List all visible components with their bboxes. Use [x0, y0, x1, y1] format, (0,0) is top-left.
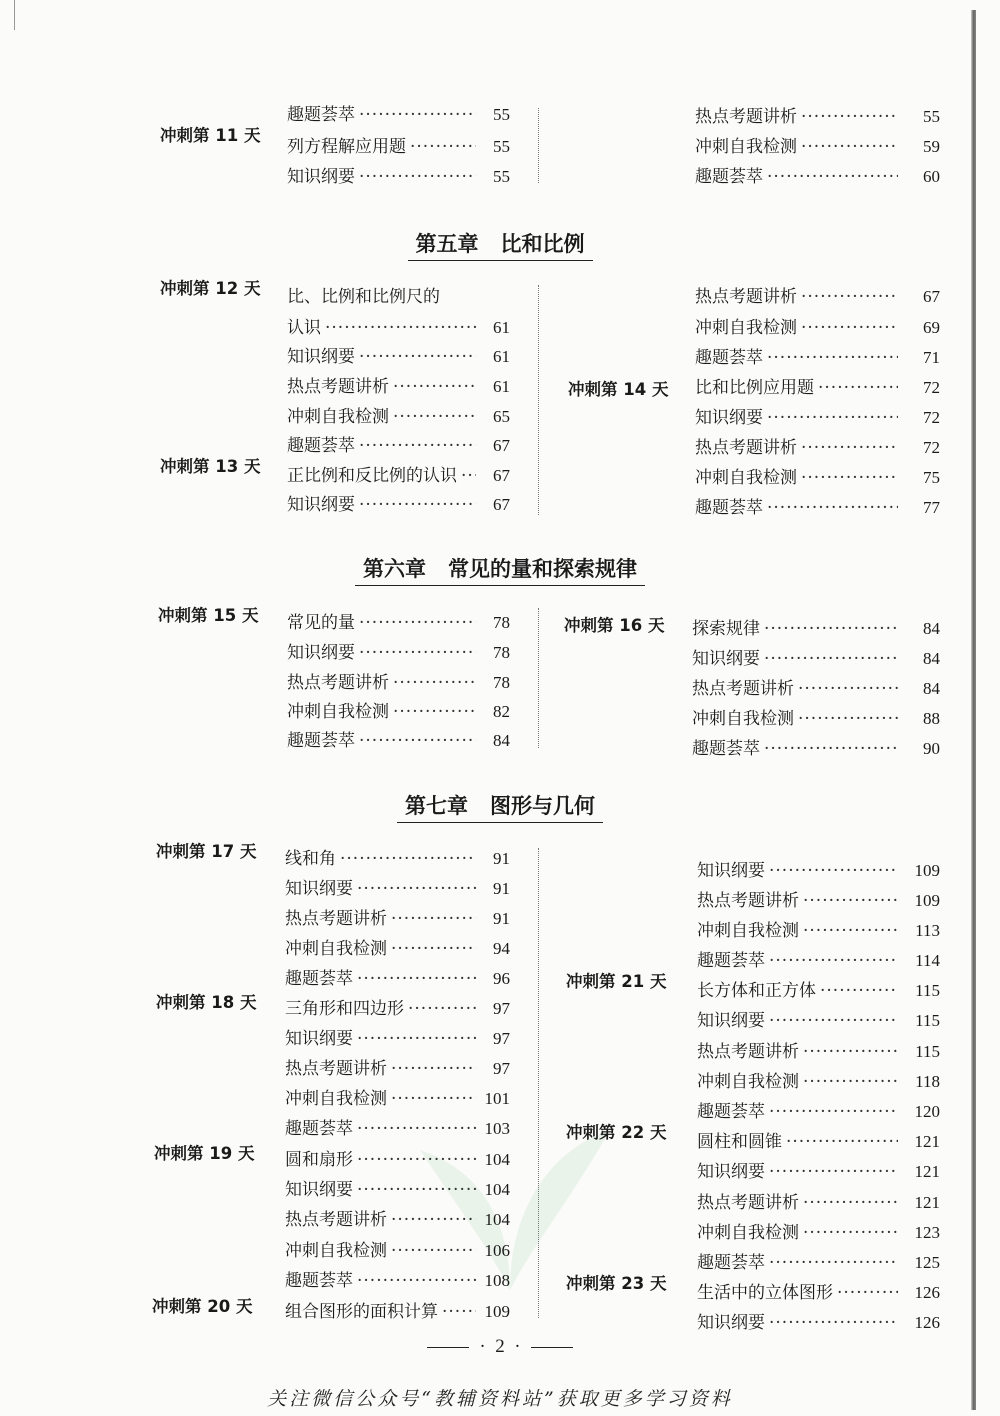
- toc-entry[interactable]: 正比例和反比例的认识 ····· 67: [287, 461, 510, 486]
- toc-day-label: 冲刺第 17 天: [156, 842, 257, 861]
- toc-entry[interactable]: 热点考题讲析 ····· 67: [695, 282, 940, 307]
- toc-entry[interactable]: 列方程解应用题 ····· 55: [287, 132, 510, 157]
- toc-entry[interactable]: 知识纲要 ····· 121: [697, 1157, 940, 1182]
- toc-day-label: 冲刺第 21 天: [566, 972, 667, 991]
- chapter-5-title: 第五章 比和比例: [0, 228, 1000, 258]
- toc-day-label: 冲刺第 23 天: [566, 1274, 667, 1293]
- toc-entry[interactable]: 趣题荟萃 ····· 120: [697, 1097, 940, 1122]
- toc-entry[interactable]: 知识纲要 ····· 61: [287, 342, 510, 367]
- toc-entry[interactable]: 趣题荟萃 ····· 71: [695, 343, 940, 368]
- toc-entry[interactable]: 趣题荟萃 ····· 67: [287, 431, 510, 456]
- toc-entry[interactable]: 冲刺自我检测 ····· 101: [285, 1084, 510, 1109]
- toc-entry[interactable]: 热点考题讲析 ····· 61: [287, 372, 510, 397]
- toc-entry[interactable]: 冲刺自我检测 ····· 123: [697, 1218, 940, 1243]
- toc-entry[interactable]: 冲刺自我检测 ····· 94: [285, 934, 510, 959]
- toc-day-label: 冲刺第 13 天: [160, 457, 261, 476]
- chapter-6-title: 第六章 常见的量和探索规律: [0, 553, 1000, 583]
- column-divider: [538, 608, 539, 748]
- toc-day-label: 冲刺第 20 天: [152, 1297, 253, 1316]
- toc-entry[interactable]: 知识纲要 ····· 72: [695, 403, 940, 428]
- toc-entry[interactable]: 生活中的立体图形 ····· 126: [697, 1278, 940, 1303]
- toc-entry[interactable]: 趣题荟萃 ····· 77: [695, 493, 940, 518]
- toc-entry[interactable]: 比和比例应用题 ····· 72: [695, 373, 940, 398]
- toc-entry[interactable]: 冲刺自我检测 ····· 82: [287, 697, 510, 722]
- toc-entry[interactable]: 趣题荟萃 ····· 90: [692, 734, 940, 759]
- toc-entry[interactable]: 线和角 ····· 91: [285, 844, 510, 869]
- toc-entry[interactable]: 热点考题讲析 ····· 97: [285, 1054, 510, 1079]
- toc-entry[interactable]: 热点考题讲析 ····· 109: [697, 886, 940, 911]
- toc-day-label: 冲刺第 22 天: [566, 1123, 667, 1142]
- toc-day-label: 冲刺第 12 天: [160, 279, 261, 298]
- toc-entry[interactable]: 冲刺自我检测 ····· 88: [692, 704, 940, 729]
- toc-entry[interactable]: 常见的量 ····· 78: [287, 608, 510, 633]
- toc-entry[interactable]: 冲刺自我检测 ····· 113: [697, 916, 940, 941]
- toc-day-label: 冲刺第 19 天: [154, 1144, 255, 1163]
- toc-entry[interactable]: 知识纲要 ····· 84: [692, 644, 940, 669]
- toc-entry[interactable]: 知识纲要 ····· 55: [287, 162, 510, 187]
- toc-entry[interactable]: 冲刺自我检测 ····· 75: [695, 463, 940, 488]
- toc-entry[interactable]: 趣题荟萃 ····· 55: [287, 100, 510, 125]
- toc-entry[interactable]: 知识纲要 ····· 67: [287, 490, 510, 515]
- toc-entry[interactable]: 趣题荟萃 ····· 114: [697, 946, 940, 971]
- toc-entry[interactable]: 趣题荟萃 ····· 60: [695, 162, 940, 187]
- column-divider: [538, 108, 539, 183]
- toc-entry[interactable]: 趣题荟萃 ····· 125: [697, 1248, 940, 1273]
- column-divider: [538, 848, 539, 1318]
- toc-entry[interactable]: 冲刺自我检测 ····· 106: [285, 1236, 510, 1261]
- toc-entry[interactable]: 三角形和四边形 ····· 97: [285, 994, 510, 1019]
- page-corner-mark: [0, 0, 15, 30]
- toc-day-label: 冲刺第 15 天: [158, 606, 259, 625]
- toc-entry[interactable]: 冲刺自我检测 ····· 69: [695, 313, 940, 338]
- toc-entry[interactable]: 热点考题讲析 ····· 84: [692, 674, 940, 699]
- toc-entry[interactable]: 长方体和正方体 ····· 115: [697, 976, 940, 1001]
- toc-entry[interactable]: 热点考题讲析 ····· 55: [695, 102, 940, 127]
- toc-entry[interactable]: 知识纲要 ····· 78: [287, 638, 510, 663]
- toc-section-ch5: [150, 280, 940, 520]
- toc-section-ch4-continued: [150, 100, 940, 190]
- toc-day-label: 冲刺第 14 天: [568, 380, 669, 399]
- toc-entry[interactable]: 知识纲要 ····· 109: [697, 856, 940, 881]
- toc-entry[interactable]: 冲刺自我检测 ····· 65: [287, 402, 510, 427]
- toc-entry[interactable]: 探索规律 ····· 84: [692, 614, 940, 639]
- toc-entry[interactable]: 趣题荟萃 ····· 108: [285, 1266, 510, 1291]
- toc-entry[interactable]: 知识纲要 ····· 126: [697, 1308, 940, 1333]
- book-spine-shadow: [971, 10, 976, 1410]
- footer-note: 关注微信公众号“教辅资料站”获取更多学习资料: [267, 1388, 733, 1410]
- toc-entry[interactable]: 认识 ····· 61: [287, 313, 510, 338]
- toc-day-label: 冲刺第 16 天: [564, 616, 665, 635]
- toc-entry[interactable]: 圆柱和圆锥 ····· 121: [697, 1127, 940, 1152]
- toc-entry[interactable]: 热点考题讲析 ····· 104: [285, 1205, 510, 1230]
- toc-entry[interactable]: 知识纲要 ····· 104: [285, 1175, 510, 1200]
- column-divider: [538, 285, 539, 515]
- toc-entry[interactable]: 冲刺自我检测 ····· 59: [695, 132, 940, 157]
- toc-entry[interactable]: 热点考题讲析 ····· 121: [697, 1188, 940, 1213]
- page-number: · 2 ·: [0, 1336, 1000, 1358]
- toc-day-label: 冲刺第 18 天: [156, 993, 257, 1012]
- toc-entry[interactable]: 热点考题讲析 ····· 72: [695, 433, 940, 458]
- toc-entry[interactable]: 热点考题讲析 ····· 78: [287, 668, 510, 693]
- toc-section-ch7: [150, 842, 940, 1332]
- toc-entry[interactable]: 趣题荟萃 ····· 84: [287, 726, 510, 751]
- toc-entry[interactable]: 知识纲要 ····· 115: [697, 1006, 940, 1031]
- toc-entry[interactable]: 热点考题讲析 ····· 115: [697, 1037, 940, 1062]
- toc-entry[interactable]: 组合图形的面积计算 ····· 109: [285, 1297, 510, 1322]
- toc-section-ch6: [150, 606, 940, 759]
- toc-entry[interactable]: 趣题荟萃 ····· 96: [285, 964, 510, 989]
- toc-entry[interactable]: 知识纲要 ····· 97: [285, 1024, 510, 1049]
- toc-entry[interactable]: 圆和扇形 ····· 104: [285, 1145, 510, 1170]
- toc-entry[interactable]: 冲刺自我检测 ····· 118: [697, 1067, 940, 1092]
- toc-day-label: 冲刺第 11 天: [160, 126, 261, 145]
- toc-entry[interactable]: 知识纲要 ····· 91: [285, 874, 510, 899]
- toc-entry-first-line[interactable]: 比、比例和比例尺的: [287, 287, 440, 307]
- toc-entry[interactable]: 热点考题讲析 ····· 91: [285, 904, 510, 929]
- toc-entry[interactable]: 趣题荟萃 ····· 103: [285, 1114, 510, 1139]
- chapter-7-title: 第七章 图形与几何: [0, 790, 1000, 820]
